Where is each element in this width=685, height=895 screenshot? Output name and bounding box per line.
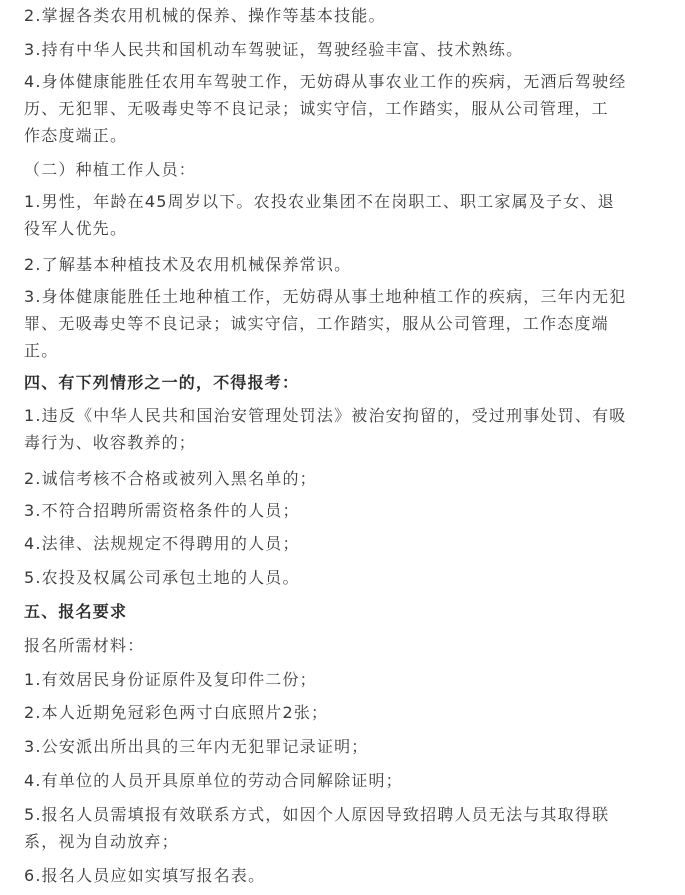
paragraph-line: 1.违反《中华人民共和国治安管理处罚法》被治安拘留的，受过刑事处罚、有吸 bbox=[24, 406, 627, 425]
paragraph bbox=[24, 699, 664, 726]
paragraph bbox=[24, 402, 664, 456]
section-heading bbox=[24, 369, 664, 396]
paragraph-line: 3.身体健康能胜任土地种植工作，无妨碍从事土地种植工作的疾病，三年内无犯 bbox=[24, 287, 627, 306]
paragraph-text: 5.农投及权属公司承包土地的人员。 bbox=[24, 568, 300, 587]
paragraph-line: 5.报名人员需填报有效联系方式，如因个人原因导致招聘人员无法与其取得联 bbox=[24, 805, 610, 824]
paragraph-line: 正。 bbox=[24, 341, 59, 360]
paragraph-line: 4.身体健康能胜任农用车驾驶工作，无妨碍从事农业工作的疾病，无酒后驾驶经 bbox=[24, 72, 627, 91]
paragraph-text: 4.法律、法规规定不得聘用的人员； bbox=[24, 534, 300, 553]
paragraph-line: 历、无犯罪、无吸毒史等不良记录；诚实守信，工作踏实，服从公司管理，工 bbox=[24, 99, 609, 118]
paragraph-text: 2.了解基本种植技术及农用机械保养常识。 bbox=[24, 255, 352, 274]
paragraph-line: 作态度端正。 bbox=[24, 126, 128, 145]
paragraph-line: 1.男性，年龄在45周岁以下。农投农业集团不在岗职工、职工家属及子女、退 bbox=[24, 192, 615, 211]
subsection-heading bbox=[24, 156, 664, 183]
paragraph bbox=[24, 465, 664, 492]
section-heading-text: 五、报名要求 bbox=[24, 602, 128, 621]
paragraph-text: 3.不符合招聘所需资格条件的人员； bbox=[24, 501, 300, 520]
section-heading bbox=[24, 598, 664, 625]
paragraph bbox=[24, 666, 664, 693]
paragraph-line: 罪、无吸毒史等不良记录；诚实守信，工作踏实，服从公司管理，工作态度端 bbox=[24, 314, 609, 333]
paragraph bbox=[24, 530, 664, 557]
paragraph bbox=[24, 733, 664, 760]
section-heading-text: 四、有下列情形之一的，不得报考： bbox=[24, 373, 300, 392]
paragraph-line: 役军人优先。 bbox=[24, 219, 128, 238]
paragraph-text: 3.持有中华人民共和国机动车驾驶证，驾驶经验丰富、技术熟练。 bbox=[24, 40, 524, 59]
paragraph bbox=[24, 632, 664, 659]
paragraph bbox=[24, 188, 664, 242]
paragraph bbox=[24, 283, 664, 364]
paragraph-line: 毒行为、收容教养的； bbox=[24, 433, 197, 452]
paragraph-text: 4.有单位的人员开具原单位的劳动合同解除证明； bbox=[24, 771, 403, 790]
paragraph-line: 系，视为自动放弃； bbox=[24, 832, 179, 851]
paragraph bbox=[24, 801, 664, 855]
paragraph-text: 2.本人近期免冠彩色两寸白底照片2张； bbox=[24, 703, 329, 722]
paragraph-text: 2.诚信考核不合格或被列入黑名单的； bbox=[24, 469, 317, 488]
paragraph-text: 报名所需材料： bbox=[24, 636, 145, 655]
paragraph-text: （二）种植工作人员： bbox=[24, 160, 197, 179]
paragraph-text: 3.公安派出所出具的三年内无犯罪记录证明； bbox=[24, 737, 369, 756]
paragraph bbox=[24, 68, 664, 149]
paragraph bbox=[24, 36, 664, 63]
paragraph bbox=[24, 862, 664, 889]
paragraph bbox=[24, 767, 664, 794]
paragraph bbox=[24, 2, 664, 29]
paragraph bbox=[24, 497, 664, 524]
paragraph-text: 1.有效居民身份证原件及复印件二份； bbox=[24, 670, 317, 689]
paragraph bbox=[24, 564, 664, 591]
paragraph bbox=[24, 251, 664, 278]
paragraph-text: 2.掌握各类农用机械的保养、操作等基本技能。 bbox=[24, 6, 386, 25]
paragraph-text: 6.报名人员应如实填写报名表。 bbox=[24, 866, 266, 885]
